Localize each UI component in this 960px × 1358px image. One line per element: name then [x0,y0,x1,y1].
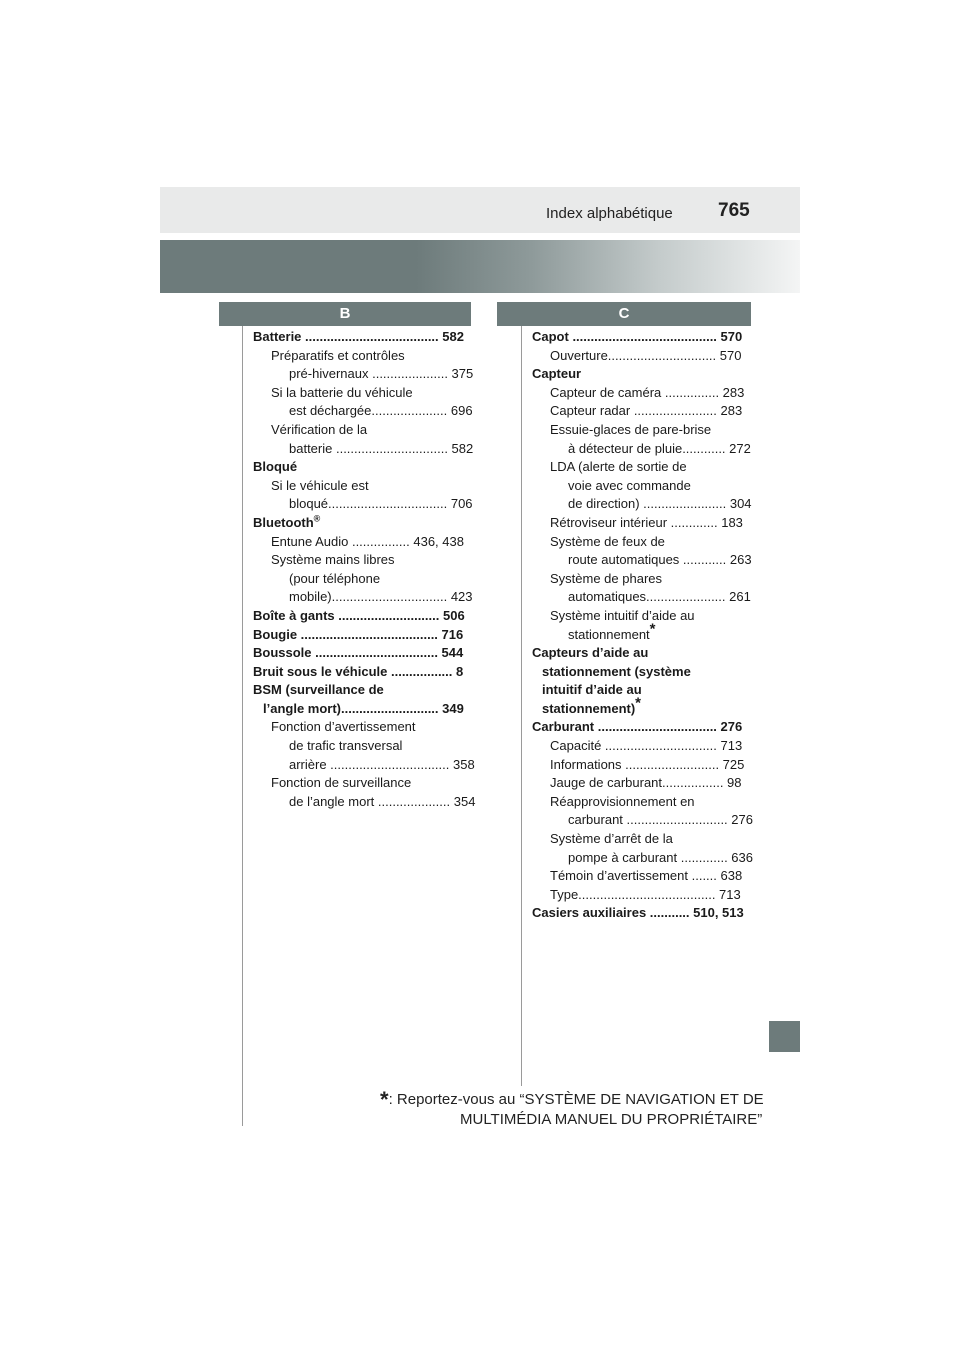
header-bar [160,187,800,233]
index-entry-line: Ouverture.............................. 570 [550,347,742,363]
index-entry-line: Bloqué [253,459,298,475]
index-entry-line: stationnement* [568,620,656,642]
index-entry-line: Batterie ..................................... 582 [253,329,464,344]
index-entry-line: Fonction de surveillance [271,775,412,791]
index-entry-line: Essuie-glaces de pare-brise [550,421,712,437]
index-entry-line: de l’angle mort .................... 354 [289,793,476,809]
index-entry-line: Fonction d’avertissement [271,719,416,735]
index-entry-line: LDA (alerte de sortie de [550,459,687,475]
index-entry [253,421,472,458]
index-entry-line: Si le véhicule est [271,477,369,493]
index-entry [532,384,751,403]
index-entry [253,718,475,774]
footnote [380,1087,764,1130]
index-entry [532,607,751,644]
index-entry [253,644,472,663]
index-entry-line: Vérification de la [271,421,368,437]
index-entry [532,756,751,775]
index-entry [532,774,751,793]
index-entry-line: Bruit sous le véhicule ................. 8 [253,663,464,679]
index-entry-line: Préparatifs et contrôles [271,347,405,363]
index-entry [253,607,472,626]
index-entry-line: pompe à carburant ............. 636 [568,849,753,865]
index-entry-line: mobile)................................ 423 [289,589,473,605]
index-entry [253,551,472,607]
index-entry [253,681,472,718]
index-entry-line: Capacité ............................... 713 [550,738,743,754]
index-entry [253,514,472,533]
index-entry [532,904,751,923]
index-entry [532,347,751,366]
index-entry [532,830,751,867]
index-entry [532,737,751,756]
index-entry [253,774,476,811]
footnote-marker: * [380,1087,389,1112]
index-entry [532,718,751,737]
index-entry [532,365,751,384]
footnote-line-2: MULTIMÉDIA MANUEL DU PROPRIÉTAIRE” [460,1111,763,1128]
index-entry-line: de direction) ....................... 304 [568,496,752,512]
index-entry-line: Réapprovisionnement en [550,793,695,809]
index-column-c [532,328,751,923]
index-entry-line: Capot ........................................ 570 [532,329,743,344]
index-entry-line: Si la batterie du véhicule [271,384,413,400]
decorative-band [160,240,800,293]
column-rule-left [242,326,243,1126]
index-entry-line: stationnement (système [542,663,691,679]
index-entry-line: bloqué................................. 706 [289,496,473,512]
index-entry-line: Système intuitif d’aide au [550,607,695,623]
index-entry-line: Jauge de carburant................. 98 [550,775,742,791]
index-entry-line: stationnement)* [542,694,642,716]
index-entry-line: à détecteur de pluie............ 272 [568,440,751,456]
index-entry-line: pré-hivernaux ..................... 375 [289,366,474,382]
index-entry-line: arrière ................................. 358 [289,756,475,772]
index-entry-line: Système mains libres [271,552,395,568]
index-entry-line: Capteur [532,366,582,382]
index-column-b [253,328,476,811]
index-entry [532,570,751,607]
section-title: Index alphabétique [546,205,673,222]
index-entry-line: (pour téléphone [289,570,381,586]
index-entry-line: Boîte à gants ............................ 506 [253,607,465,623]
index-entry [253,477,472,514]
index-entry-line: Capteur radar ....................... 283 [550,403,743,419]
letter-heading-c: C [497,302,751,326]
index-entry-line: Capteurs d’aide au [532,645,649,661]
index-entry [532,458,751,514]
index-entry-line: Système de phares [550,570,663,586]
index-entry [253,663,472,682]
page-number: 765 [718,200,750,221]
index-entry-line: route automatiques ............ 263 [568,552,752,568]
index-entry-line: Témoin d’avertissement ....... 638 [550,868,743,884]
index-entry [253,384,472,421]
index-entry-line: Bluetooth® [253,513,321,530]
index-entry-line: Capteur de caméra ............... 283 [550,384,745,400]
index-entry-line: Type...................................... 713 [550,886,741,902]
index-entry [532,533,751,570]
index-entry-line: de trafic transversal [289,738,403,754]
index-entry-line: Informations .......................... 725 [550,756,745,772]
index-entry [253,626,472,645]
index-entry-line: Système d’arrêt de la [550,831,673,847]
chapter-tab [769,1021,800,1052]
index-entry [532,421,751,458]
index-entry [532,514,751,533]
index-entry [532,867,751,886]
index-entry-line: est déchargée..................... 696 [289,403,473,419]
index-entry-line: Entune Audio ................ 436, 438 [271,533,464,549]
index-entry-line: Rétroviseur intérieur ............. 183 [550,514,743,530]
letter-heading-b: B [219,302,471,326]
index-entry [253,533,472,552]
index-entry-line: intuitif d’aide au [542,682,642,698]
index-entry-line: Système de feux de [550,533,665,549]
index-entry [253,458,472,477]
column-rule-middle [521,326,522,1086]
index-entry [532,644,751,718]
index-entry-line: automatiques...................... 261 [568,589,751,605]
index-entry-line: batterie ............................... 582 [289,440,474,456]
index-entry [532,402,751,421]
index-entry [532,886,751,905]
index-entry-line: Casiers auxiliaires ........... 510, 513 [532,905,744,921]
index-entry-line: BSM (surveillance de [253,682,384,698]
index-entry [253,328,472,347]
index-entry-line: l’angle mort)........................... 349 [263,700,464,716]
index-entry-line: Boussole .................................. 544 [253,645,464,661]
footnote-line-1: : Reportez-vous au “SYSTÈME DE NAVIGATION ET DE [388,1091,764,1108]
index-entry [532,328,751,347]
index-entry-line: Bougie ...................................... 716 [253,626,464,642]
index-entry [253,347,472,384]
index-entry [532,793,751,830]
index-entry-line: Carburant ................................. 276 [532,719,743,735]
index-entry-line: carburant ............................ 276 [568,812,753,828]
index-entry-line: voie avec commande [568,477,691,493]
